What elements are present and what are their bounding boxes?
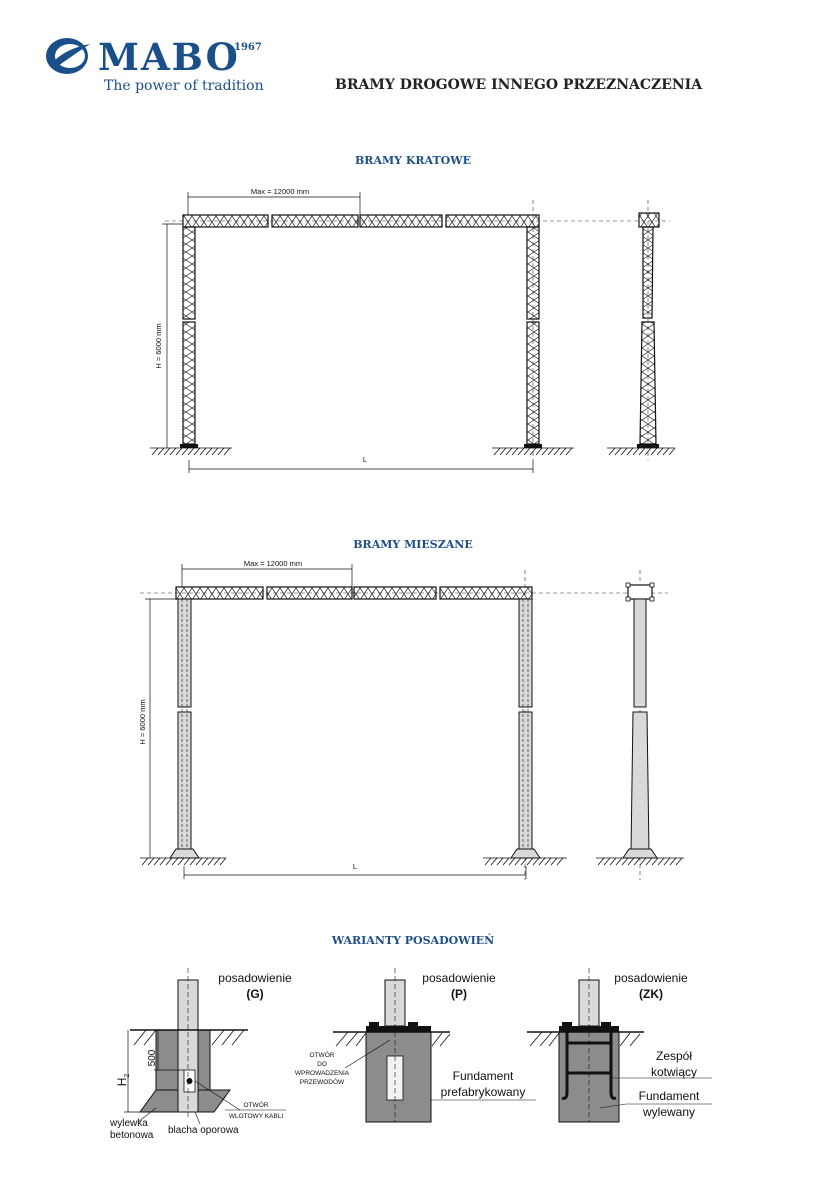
brand-logo <box>46 35 264 94</box>
brand-year: 1967 <box>234 42 262 53</box>
truss-gantry-front <box>150 187 675 473</box>
mixed-beam <box>176 587 532 599</box>
dim-h-label: H <box>115 1077 129 1087</box>
mixed-gantry-front <box>138 559 684 880</box>
ground-hatch <box>150 448 675 455</box>
height-dimension-label: H = 6000 mm <box>154 323 163 369</box>
span-dimension <box>189 460 533 473</box>
truss-gantry-side <box>637 213 659 448</box>
foundation-variant-g <box>109 968 292 1141</box>
ground-hatch <box>140 858 684 865</box>
mixed-gantry-side <box>623 583 657 858</box>
pour-label-1: wylewka <box>110 1118 148 1129</box>
hole-label-2: DO <box>317 1061 327 1068</box>
mixed-right-pole <box>511 599 540 858</box>
opening-label-2: WLOTOWY KABLI <box>228 1113 284 1120</box>
found-zk-label-1: Fundament <box>638 1089 700 1103</box>
svg-text:H2 <box>115 1074 131 1087</box>
variant-p-label: posadowienie <box>422 971 496 985</box>
foundations-section-title: WARIANTY POSADOWIEŃ <box>331 934 495 947</box>
dim-500-label: 500 <box>147 1049 158 1067</box>
variant-zk-label: posadowienie <box>614 971 688 985</box>
page-title: BRAMY DROGOWE INNEGO PRZEZNACZENIA <box>335 77 703 93</box>
foundation-variant-p <box>295 968 536 1122</box>
height-dimension-label: H = 6000 mm <box>138 699 147 745</box>
variant-zk-code: (ZK) <box>639 987 663 1001</box>
truss-left-column <box>180 227 198 448</box>
truss-beam <box>183 215 539 227</box>
anchor-label-1: Zespół <box>655 1049 693 1063</box>
dim-h-sub: 2 <box>124 1073 131 1078</box>
variant-p-code: (P) <box>451 987 467 1001</box>
opening-label-1: OTWÓR <box>243 1102 269 1109</box>
mabo-logo-icon <box>46 38 90 74</box>
mixed-left-pole <box>170 599 199 858</box>
found-p-label-2: prefabrykowany <box>440 1085 526 1099</box>
anchor-label-2: kotwiący <box>650 1065 698 1079</box>
mixed-section-title: BRAMY MIESZANE <box>353 538 473 551</box>
height-dimension <box>162 224 183 448</box>
brand-name: MABO <box>98 35 240 79</box>
foundation-variant-zk <box>527 968 712 1122</box>
variant-g-label: posadowienie <box>218 971 292 985</box>
found-zk-label-2: wylewany <box>642 1105 696 1119</box>
span-dimension-label: L <box>352 862 358 871</box>
hole-label-3: WPROWADZENIA <box>294 1070 350 1077</box>
pour-label-2: betonowa <box>110 1130 154 1141</box>
found-p-label-1: Fundament <box>452 1069 514 1083</box>
truss-section-title: BRAMY KRATOWE <box>355 154 471 167</box>
truss-right-column <box>524 227 542 448</box>
height-dimension <box>145 599 177 858</box>
hole-label-4: PRZEWODÓW <box>299 1079 345 1086</box>
max-dimension-label: Max = 12000 mm <box>250 187 310 196</box>
brand-tagline: The power of tradition <box>104 78 264 94</box>
span-dimension-label: L <box>362 455 368 464</box>
hole-label-1: OTWÓR <box>309 1052 335 1059</box>
max-dimension-label: Max = 12000 mm <box>243 559 303 568</box>
plate-label: blacha oporowa <box>168 1125 239 1136</box>
variant-g-code: (G) <box>246 987 264 1001</box>
